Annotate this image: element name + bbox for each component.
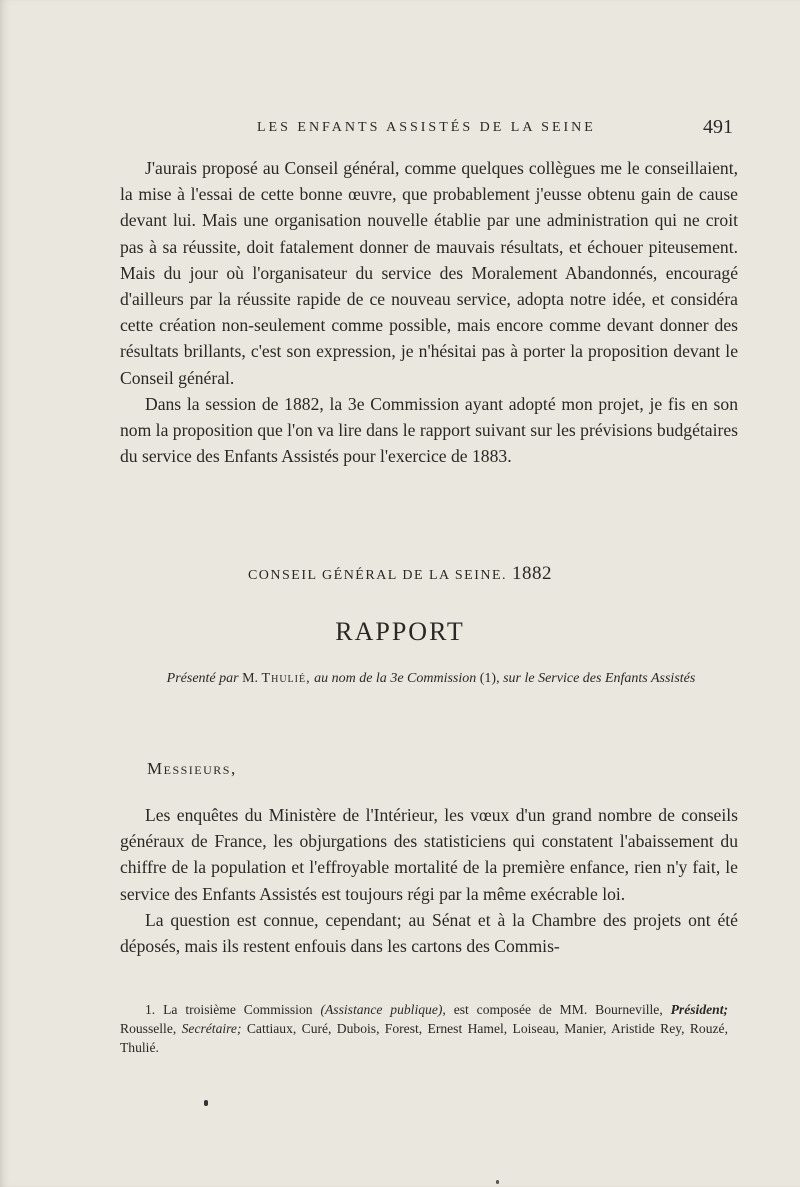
conseil-heading: CONSEIL GÉNÉRAL DE LA SEINE. — [247, 568, 508, 583]
byline-part-1: au nom de la — [314, 671, 387, 686]
running-title: LES ENFANTS ASSISTÉS DE LA SEINE — [257, 120, 596, 135]
page-number: 491 — [703, 116, 733, 138]
footnote-a: 1. La troisième Commission — [145, 1002, 313, 1017]
paragraph: Les enquêtes du Ministère de l'Intérieur, les vœux d'un grand nombre de conseils généraux de France, les objurgations des statisticiens qui constatent l'abaissement du chiffre de la population et l'effroyable mortalité de la première enfance, rien n'y fait, le service des Enfants Assistés est toujours régi par la même exécrable loi. — [120, 805, 738, 904]
byline-presented-by: Présenté par — [166, 671, 239, 686]
footnote-d: Président; — [670, 1002, 729, 1017]
byline-note-ref: (1), — [479, 671, 500, 686]
salutation: Messieurs, — [147, 759, 237, 778]
paragraph: La question est connue, cependant; au Sénat et à la Chambre des projets ont été déposés, mais ils restent enfouis dans les cartons des Commis- — [120, 909, 738, 957]
footnote-e: Rousselle, — [120, 1021, 177, 1036]
body-text-top — [120, 155, 738, 469]
byline-part-3: sur le Service des Enfants Assistés — [503, 671, 696, 686]
report-title: RAPPORT — [335, 617, 465, 646]
paragraph: J'aurais proposé au Conseil général, comme quelques collègues me le conseillaient, la mise à l'essai de cette bonne œuvre, que probablement j'eusse obtenu gain de cause devant lui. Mais une organisation nouvelle établie par une administration qui ne croit pas à sa réussite, doit fatalement donner de mauvais résultats, et échouer piteusement. Mais du jour où l'organisateur du service des Moralement Abandonnés, encouragé d'ailleurs par la réussite rapide de ce nouveau service, adopta notre idée, et considéra cette création non-seulement comme possible, mais encore comme devant donner des résultats brillants, c'est son expression, je n'hésitai pas à porter la proposition devant le Conseil général. — [120, 158, 738, 388]
footnote-f: Secrétaire; — [181, 1021, 242, 1036]
footnote-b: (Assistance publique), — [320, 1002, 446, 1017]
heading-year: 1882 — [512, 563, 553, 584]
byline-name: Thulié, — [261, 671, 311, 686]
paragraph: Dans la session de 1882, la 3e Commission ayant adopté mon projet, je fis en son nom la proposition que l'on va lire dans le rapport suivant sur les prévisions budgétaires du service des Enfants Assistés pour l'exercice de 1883. — [120, 393, 738, 467]
footnote-g: Cattiaux, Curé, Dubois, Forest, Ernest Hamel, Loiseau, Manier, Aristide Rey, Rouzé, Thulié. — [120, 1021, 728, 1055]
footnote — [120, 1000, 728, 1057]
footnote-c: est composée de MM. Bourneville, — [453, 1002, 663, 1017]
byline-m: M. — [242, 671, 259, 686]
byline-commission: 3e Commission — [390, 671, 477, 686]
ink-speck — [204, 1100, 208, 1106]
report-byline — [146, 669, 716, 688]
section-heading — [0, 563, 800, 585]
ink-speck — [496, 1180, 499, 1184]
running-head — [0, 118, 800, 144]
body-text-bottom — [120, 802, 738, 959]
